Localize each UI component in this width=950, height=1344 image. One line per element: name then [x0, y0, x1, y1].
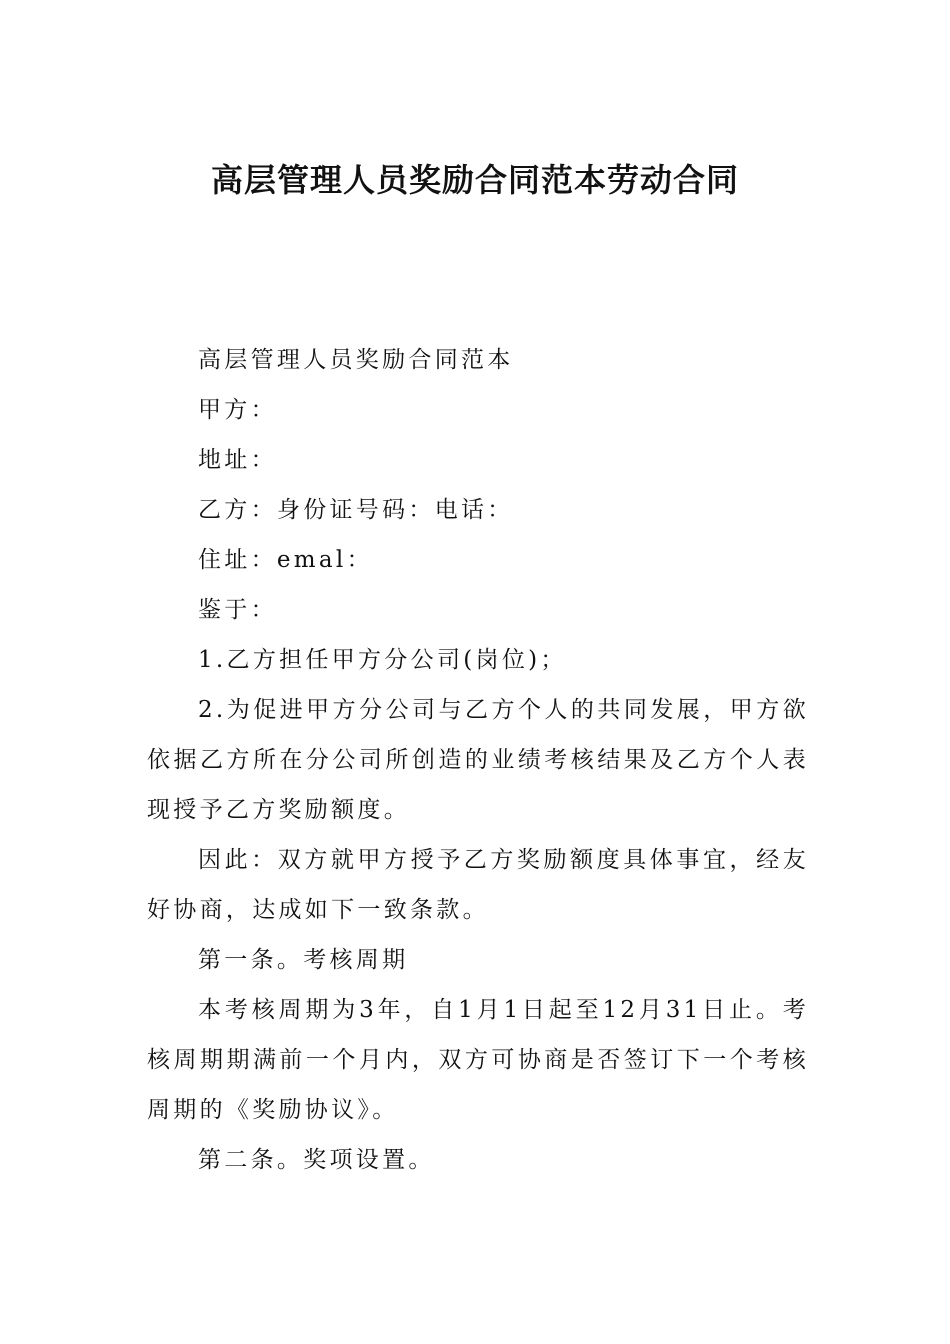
article-1-body: 本考核周期为3年，自1月1日起至12月31日止。考核周期期满前一个月内，双方可协商是否签订下一个考核周期的《奖励协议》。 [147, 997, 809, 1123]
contract-subtitle: 高层管理人员奖励合同范本 [198, 347, 514, 373]
recital-1: 1.乙方担任甲方分公司(岗位)； [198, 647, 567, 673]
recital-2: 2.为促进甲方分公司与乙方个人的共同发展，甲方欲依据乙方所在分公司所创造的业绩考核结果及乙方个人表现授予乙方奖励额度。 [147, 697, 809, 823]
whereas-heading: 鉴于： [198, 597, 277, 623]
residence-email-line: 住址：emal： [198, 547, 373, 573]
article-2-heading: 第二条。奖项设置。 [198, 1147, 435, 1173]
party-a-line: 甲方： [198, 397, 277, 423]
agreement-statement: 因此：双方就甲方授予乙方奖励额度具体事宜，经友好协商，达成如下一致条款。 [147, 847, 809, 923]
article-1-heading: 第一条。考核周期 [198, 947, 409, 973]
document-title: 高层管理人员奖励合同范本劳动合同 [210, 161, 739, 199]
party-b-line: 乙方：身份证号码：电话： [198, 497, 514, 523]
document-body [147, 335, 809, 1185]
address-line: 地址： [198, 447, 277, 473]
